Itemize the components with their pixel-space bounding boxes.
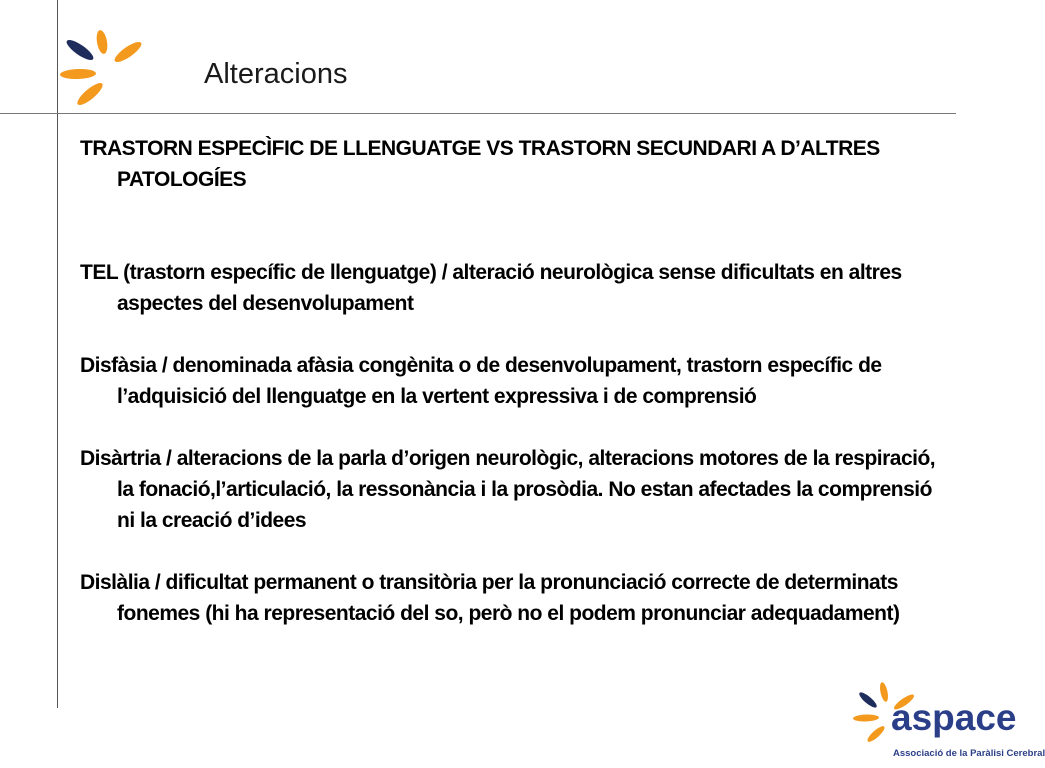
brand-subtitle: Associació de la Paràlisi Cerebral [893,748,1045,759]
horizontal-divider [0,113,956,114]
paragraph-tel: TEL (trastorn específic de llenguatge) / alteració neurològica sense dificultats en altres aspectes del desenvolupament [80,261,902,315]
section-heading: TRASTORN ESPECÌFIC DE LLENGUATGE VS TRASTORN SECUNDARI A D’ALTRES PATOLOGÍES [80,137,880,191]
paragraph-disartria: Disàrtria / alteracions de la parla d’origen neurològic, alteracions motores de la respiració, la fonació,l’articulació, la ressonància i la prosòdia. No estan afectades la comprensió ni la creació d’idees [80,447,936,532]
slide-body [80,133,940,629]
brand-name: aspace [891,697,1017,738]
aspace-brand [846,680,1045,766]
paragraph-dislalia: Dislàlia / dificultat permanent o transitòria per la pronunciació correcte de determinats fonemes (hi ha representació del so, però no el podem pronunciar adequadament) [80,571,900,625]
flower-logo-icon [52,28,148,110]
paragraph-disfasia: Disfàsia / denominada afàsia congènita o de desenvolupament, trastorn específic de l’adquisició del llenguatge en la vertent expressiva i de comprensió [80,354,882,408]
slide-title: Alteracions [204,58,348,90]
